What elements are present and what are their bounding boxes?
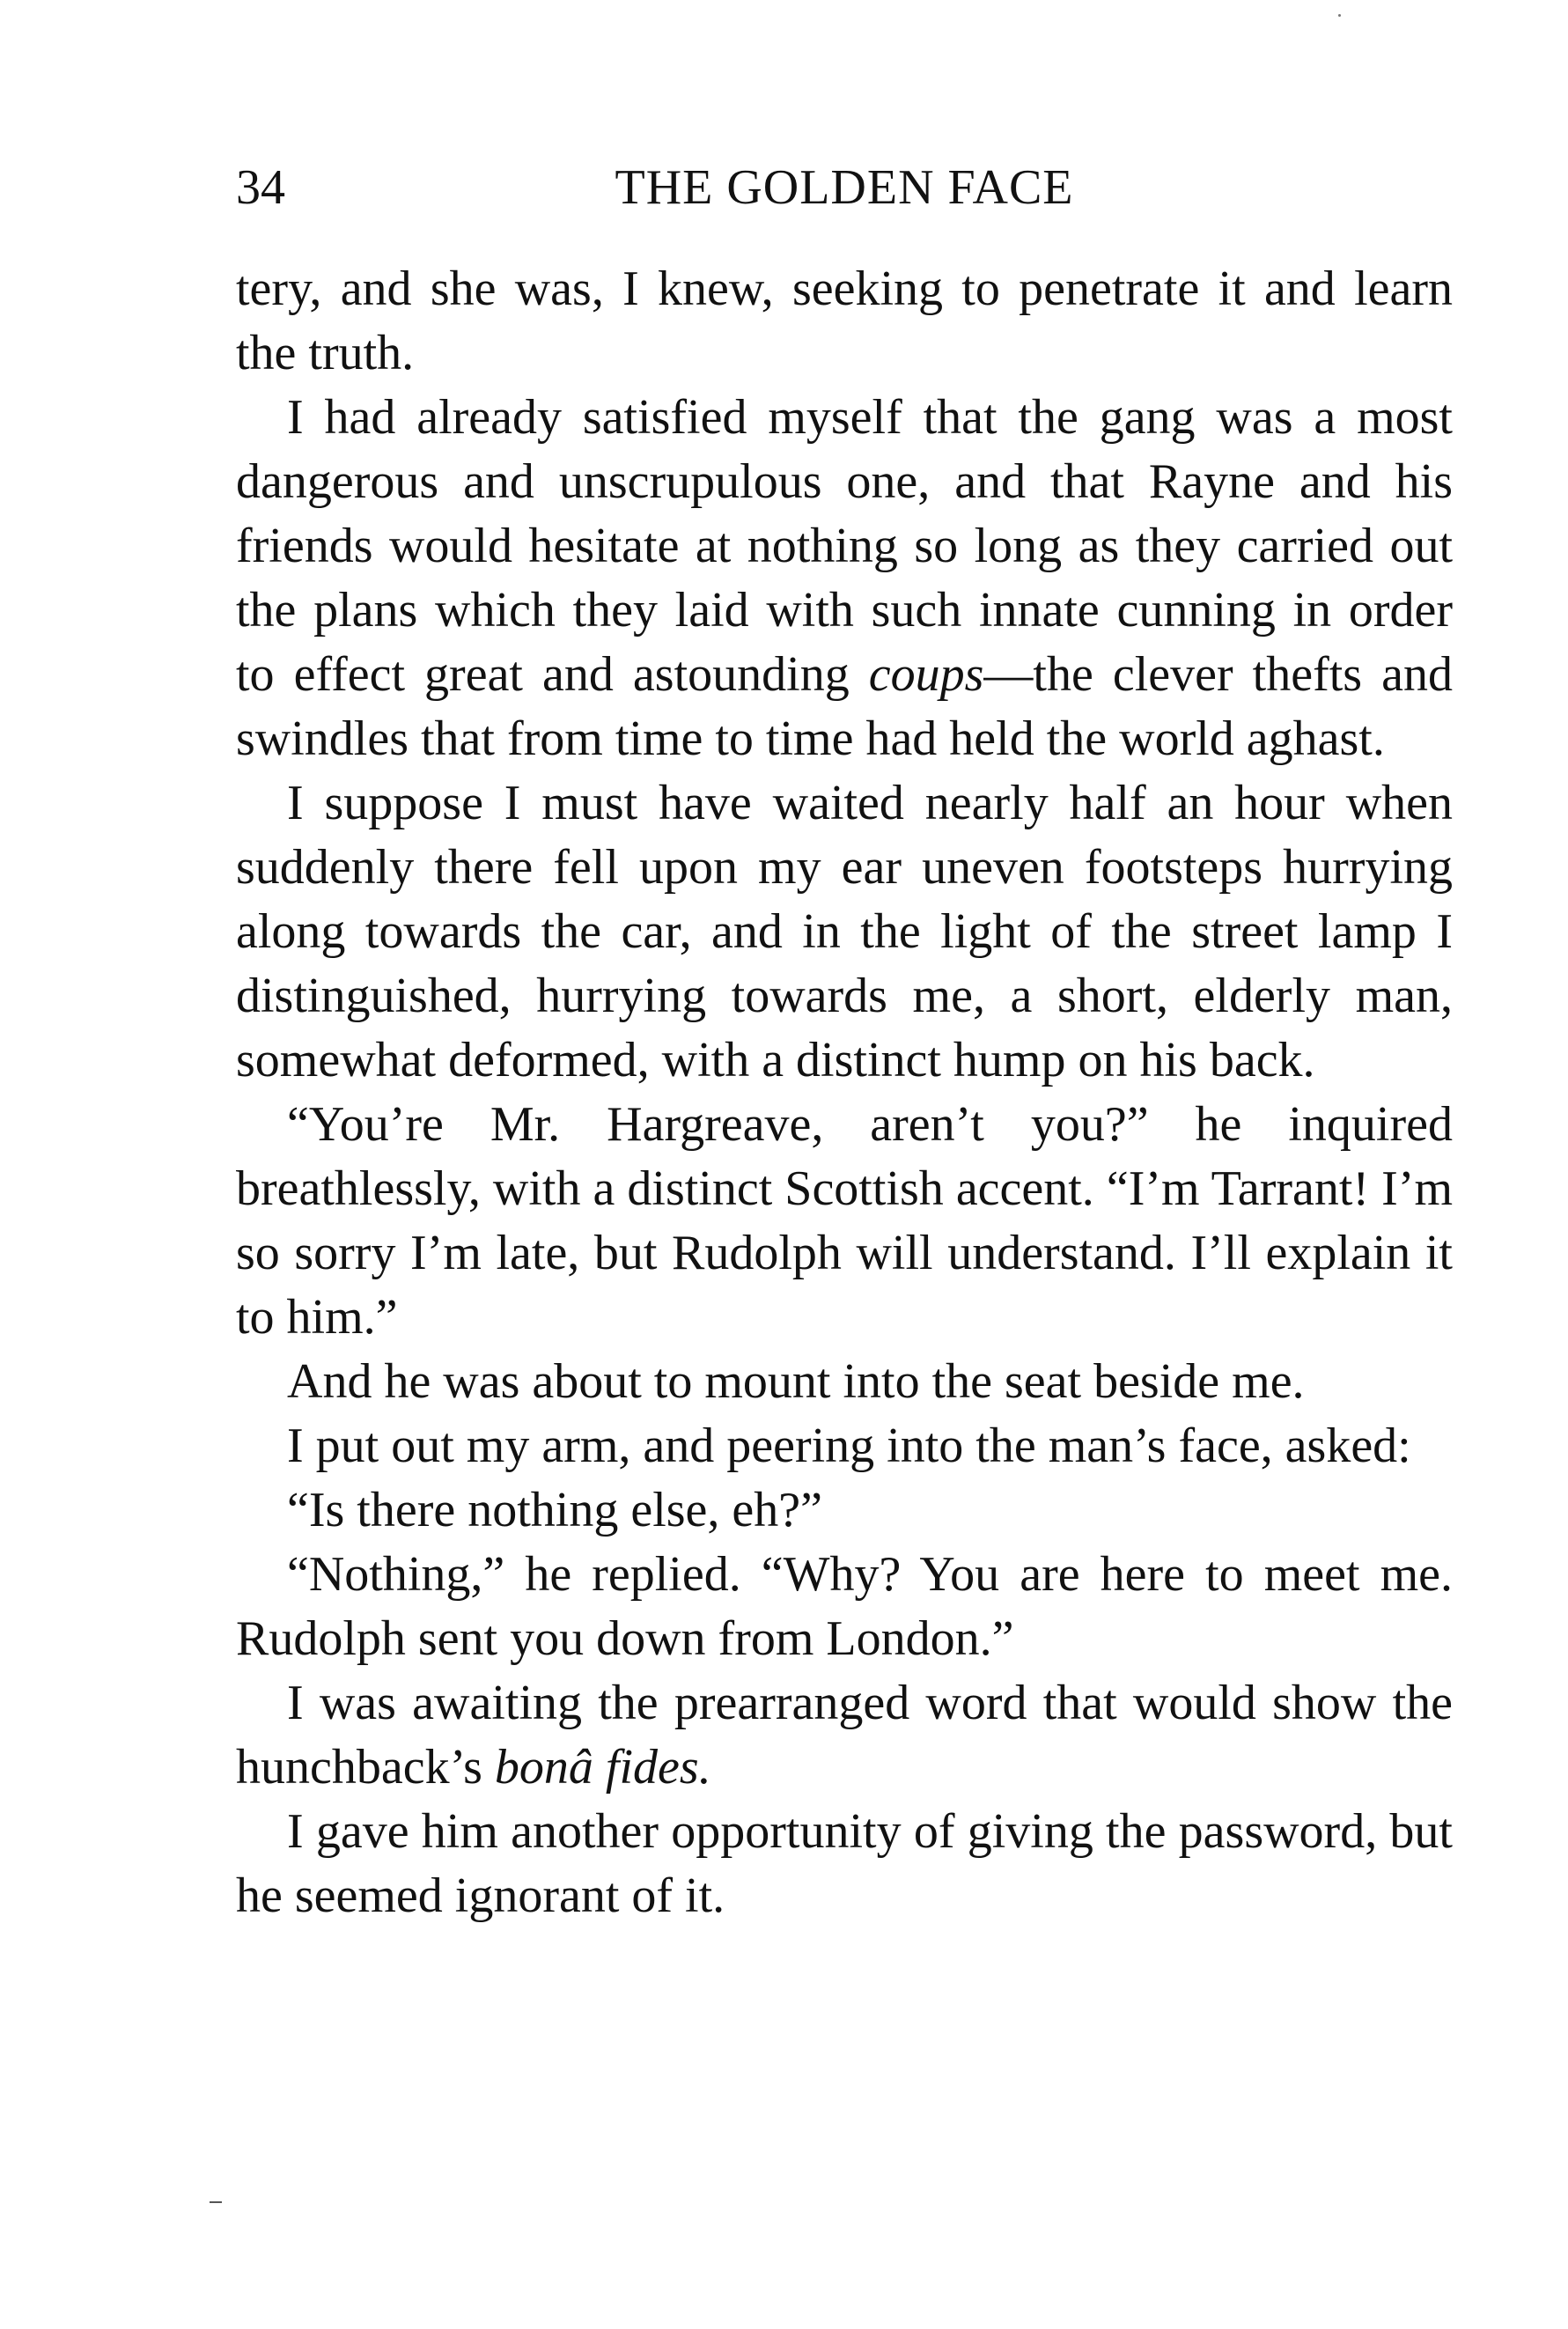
paragraph xyxy=(236,1800,1453,1928)
paragraph xyxy=(236,771,1453,1093)
body-text xyxy=(236,257,1453,1928)
paragraph-text: “Nothing,” he replied. “Why? You are here to meet me. Rudolph sent you down from London.” xyxy=(236,1547,1453,1666)
paragraph xyxy=(236,1350,1453,1414)
paragraph xyxy=(236,1671,1453,1800)
book-title: THE GOLDEN FACE xyxy=(615,160,1074,215)
paragraph-text: I had already satisfied myself that the gang was a most dangerous and unscrupulous one, and that Rayne and his friends would hesitate at nothing so long as they carried out the plans which they laid with such innate cunning in order to effect great and astounding xyxy=(236,390,1453,702)
paragraph-text: “You’re Mr. Hargreave, aren’t you?” he inquired breathlessly, with a distinct Scottish accent. “I’m Tarrant! I’m so sorry I’m late, but Rudolph will understand. I’ll explain it to him.” xyxy=(236,1097,1453,1345)
paragraph xyxy=(236,1093,1453,1350)
paragraph xyxy=(236,1478,1453,1543)
paragraph-text: —the clever thefts and swindles that from time to time had held the world aghast. xyxy=(236,647,1453,766)
paragraph xyxy=(236,257,1453,386)
paragraph-text: And he was about to mount into the seat beside me. xyxy=(287,1354,1305,1409)
italic-text: coups xyxy=(868,647,984,702)
paragraph xyxy=(236,386,1453,771)
paragraph-text: tery, and she was, I knew, seeking to penetrate it and learn the truth. xyxy=(236,262,1453,380)
paragraph-text: I put out my arm, and peering into the man’s face, asked: xyxy=(287,1419,1411,1473)
paragraph xyxy=(236,1543,1453,1671)
paragraph-text: “Is there nothing else, eh?” xyxy=(287,1483,822,1537)
scan-speck xyxy=(1338,14,1341,17)
paragraph-text: I suppose I must have waited nearly half an hour when suddenly there fell upon my ear uneven footsteps hurrying along towards the car, and in the light of the street lamp I distinguished, hurrying towards me, a short, elderly man, somewhat deformed, with a distinct hump on his back. xyxy=(236,776,1453,1087)
paragraph-text: I was awaiting the prearranged word that would show the hunchback’s xyxy=(236,1676,1453,1795)
margin-tick xyxy=(210,2201,222,2203)
page-number: 34 xyxy=(236,160,285,215)
italic-text: bonâ fides. xyxy=(494,1740,711,1795)
paragraph xyxy=(236,1414,1453,1478)
paragraph-text: I gave him another opportunity of giving the password, but he seemed ignorant of it. xyxy=(236,1804,1453,1923)
running-head xyxy=(236,157,1453,218)
